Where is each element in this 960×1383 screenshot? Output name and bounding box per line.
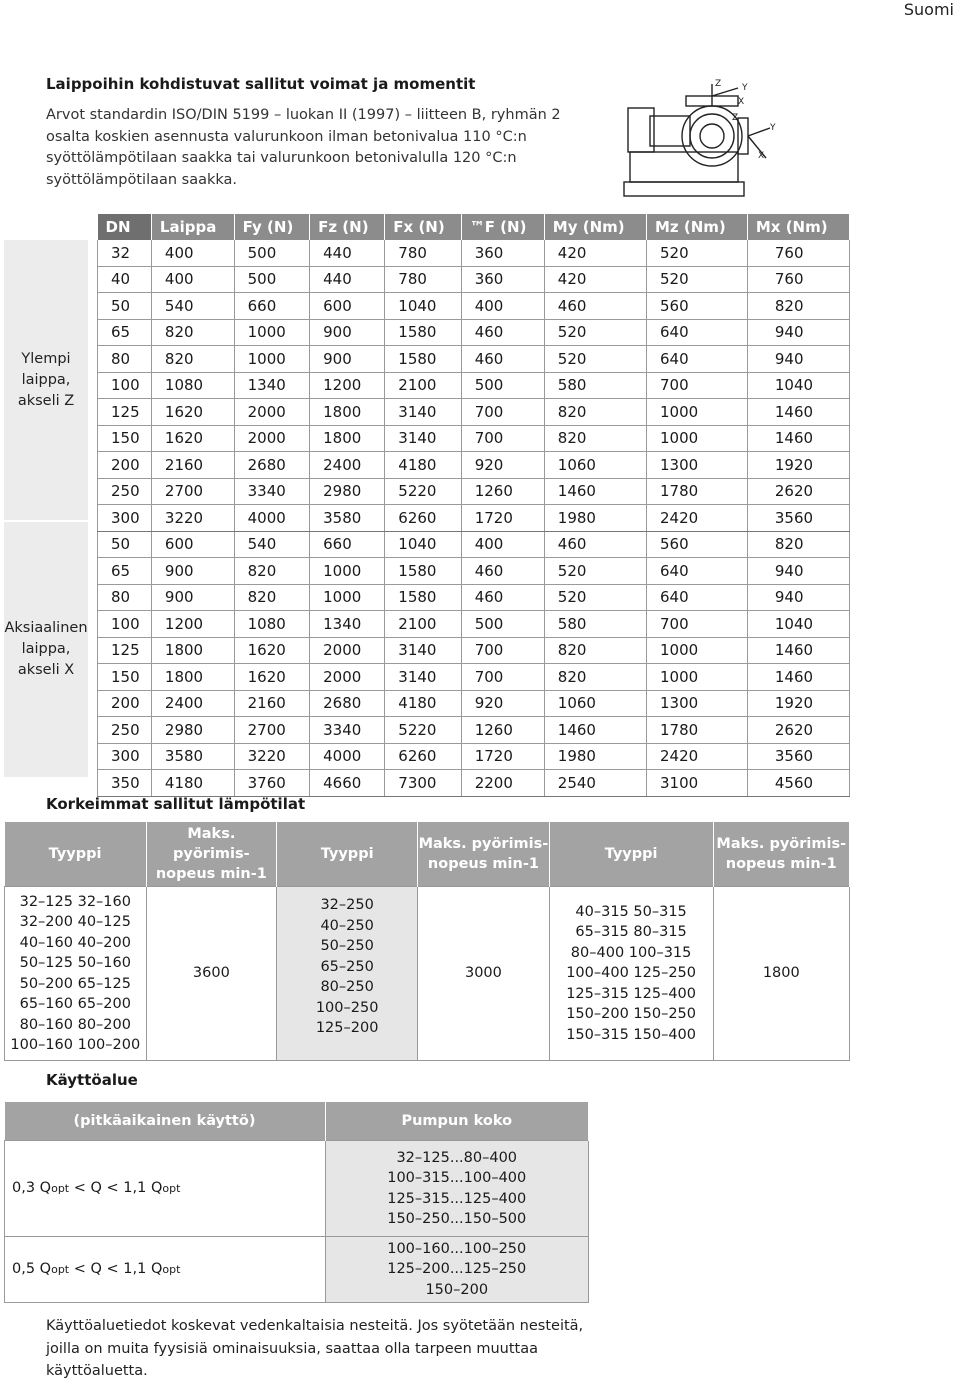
table-cell: 3760	[234, 770, 309, 797]
list-item: 80–160 80–200	[19, 1016, 131, 1033]
table-cell: 660	[310, 531, 385, 558]
table-cell: 1040	[747, 372, 849, 399]
list-item: 80–250	[320, 979, 374, 995]
table-cell: 7300	[385, 770, 461, 797]
forces-title: Laippoihin kohdistuvat sallitut voimat ja momentit	[46, 75, 476, 93]
table-cell: 50	[98, 531, 152, 558]
list-item: 125–315...125–400	[387, 1190, 527, 1207]
table-cell: 3140	[385, 399, 461, 426]
table-cell: 360	[461, 240, 544, 266]
table-cell: 460	[461, 558, 544, 585]
list-item: 40–315 50–315	[575, 903, 687, 920]
list-item: 125–200...125–250	[387, 1261, 527, 1278]
table-cell: 250	[98, 717, 152, 744]
table-cell: 2420	[647, 505, 748, 532]
table-cell: 2540	[544, 770, 646, 797]
table-cell: 2000	[310, 664, 385, 691]
table-cell: 1060	[544, 452, 646, 479]
table-cell: 2680	[310, 690, 385, 717]
col-header: Laippa	[151, 214, 234, 240]
table-row	[98, 240, 850, 266]
list-item: 50–200 65–125	[19, 975, 131, 992]
table-cell: 820	[151, 346, 234, 373]
table-cell: 440	[310, 240, 385, 266]
table-cell: 600	[151, 531, 234, 558]
list-item: 65–250	[320, 958, 374, 975]
table-cell: 2400	[310, 452, 385, 479]
table-cell: 660	[234, 293, 309, 320]
table-cell: 2700	[234, 717, 309, 744]
speed-table	[4, 822, 850, 1061]
col-header: Fx (N)	[385, 214, 461, 240]
table-cell: 2680	[234, 452, 309, 479]
type-list-1	[5, 887, 147, 1061]
table-cell: 3340	[234, 478, 309, 505]
col-header: My (Nm)	[544, 214, 646, 240]
table-cell: 540	[234, 531, 309, 558]
list-item: 40–160 40–200	[19, 934, 131, 951]
table-cell: 1460	[544, 717, 646, 744]
table-cell: 3580	[151, 743, 234, 770]
table-cell: 2980	[310, 478, 385, 505]
table-cell: 820	[544, 399, 646, 426]
table-cell: 2980	[151, 717, 234, 744]
speed-value-3: 1800	[713, 887, 849, 1061]
table-cell: 1460	[747, 425, 849, 452]
table-cell: 3560	[747, 505, 849, 532]
table-cell: 2000	[234, 425, 309, 452]
table-cell: 1040	[385, 293, 461, 320]
table-cell: 780	[385, 240, 461, 266]
group-label-axial-flange: Aksiaalinen laippa, akseli X	[4, 522, 88, 777]
table-cell: 580	[544, 611, 646, 638]
list-item: 100–315...100–400	[387, 1170, 527, 1186]
table-cell: 2700	[151, 478, 234, 505]
col-header-condition: (pitkäaikainen käyttö)	[5, 1102, 326, 1141]
table-cell: 1000	[647, 664, 748, 691]
table-cell: 760	[747, 266, 849, 293]
table-cell: 6260	[385, 743, 461, 770]
table-cell: 2100	[385, 611, 461, 638]
usage-condition: 0,5 Qopt < Q < 1,1 Qopt	[5, 1237, 326, 1303]
table-row	[98, 531, 850, 558]
table-cell: 1340	[310, 611, 385, 638]
table-cell: 640	[647, 319, 748, 346]
table-cell: 820	[151, 319, 234, 346]
svg-text:X: X	[738, 97, 745, 107]
col-header-speed: Maks. pyörimis- nopeus min-1	[146, 822, 276, 887]
svg-text:Y: Y	[770, 123, 776, 133]
table-cell: 200	[98, 690, 152, 717]
table-cell: 580	[544, 372, 646, 399]
usage-sizes	[325, 1237, 589, 1303]
table-cell: 2160	[234, 690, 309, 717]
list-item: 150–315 150–400	[566, 1026, 697, 1043]
table-cell: 300	[98, 743, 152, 770]
speed-value-2: 3000	[418, 887, 549, 1061]
list-item: 100–400 125–250	[566, 965, 697, 982]
table-cell: 820	[544, 637, 646, 664]
table-row	[98, 558, 850, 585]
table-cell: 1000	[647, 425, 748, 452]
table-cell: 4000	[234, 505, 309, 532]
table-cell: 2160	[151, 452, 234, 479]
table-cell: 3340	[310, 717, 385, 744]
table-cell: 1800	[151, 664, 234, 691]
table-cell: 920	[461, 690, 544, 717]
table-cell: 1460	[747, 664, 849, 691]
table-cell: 460	[544, 531, 646, 558]
table-cell: 1080	[151, 372, 234, 399]
table-cell: 780	[385, 266, 461, 293]
table-cell: 520	[647, 266, 748, 293]
table-row	[98, 611, 850, 638]
col-header: ™F (N)	[461, 214, 544, 240]
table-cell: 920	[461, 452, 544, 479]
table-cell: 3560	[747, 743, 849, 770]
table-cell: 5220	[385, 478, 461, 505]
table-cell: 2200	[461, 770, 544, 797]
table-cell: 4560	[747, 770, 849, 797]
table-cell: 4180	[385, 690, 461, 717]
table-cell: 1000	[310, 558, 385, 585]
table-row	[98, 743, 850, 770]
table-cell: 2400	[151, 690, 234, 717]
table-cell: 1800	[310, 425, 385, 452]
table-cell: 1980	[544, 743, 646, 770]
table-cell: 1780	[647, 478, 748, 505]
table-cell: 700	[461, 425, 544, 452]
table-cell: 500	[234, 266, 309, 293]
table-row	[98, 664, 850, 691]
table-cell: 200	[98, 452, 152, 479]
svg-text:Z: Z	[732, 113, 739, 123]
table-cell: 1300	[647, 452, 748, 479]
table-cell: 3580	[310, 505, 385, 532]
table-cell: 2100	[385, 372, 461, 399]
table-cell: 900	[310, 319, 385, 346]
usage-title: Käyttöalue	[46, 1071, 138, 1089]
list-item: 100–160 100–200	[10, 1037, 141, 1053]
usage-condition: 0,3 Qopt < Q < 1,1 Qopt	[5, 1141, 326, 1237]
table-cell: 1620	[234, 664, 309, 691]
table-cell: 1460	[747, 399, 849, 426]
table-cell: 760	[747, 240, 849, 266]
table-cell: 100	[98, 372, 152, 399]
table-cell: 640	[647, 584, 748, 611]
speed-value-1: 3600	[146, 887, 276, 1061]
table-cell: 1460	[747, 637, 849, 664]
list-item: 125–200	[315, 1020, 379, 1036]
table-row	[98, 425, 850, 452]
svg-text:X: X	[758, 151, 765, 161]
col-header: Mz (Nm)	[647, 214, 748, 240]
table-cell: 820	[234, 558, 309, 585]
list-item: 150–250...150–500	[387, 1211, 527, 1227]
table-cell: 500	[461, 611, 544, 638]
table-cell: 420	[544, 266, 646, 293]
table-cell: 1720	[461, 743, 544, 770]
list-item: 32–125...80–400	[396, 1149, 518, 1166]
table-cell: 1060	[544, 690, 646, 717]
table-cell: 2000	[310, 637, 385, 664]
table-cell: 3220	[151, 505, 234, 532]
table-cell: 500	[461, 372, 544, 399]
table-row	[98, 346, 850, 373]
table-row	[98, 293, 850, 320]
table-cell: 1260	[461, 478, 544, 505]
table-cell: 3220	[234, 743, 309, 770]
table-cell: 700	[461, 637, 544, 664]
table-cell: 1720	[461, 505, 544, 532]
language-label: Suomi	[903, 0, 954, 19]
table-cell: 1000	[310, 584, 385, 611]
col-header: Fz (N)	[310, 214, 385, 240]
table-cell: 940	[747, 584, 849, 611]
type-list-3	[549, 887, 713, 1061]
usage-sizes	[325, 1141, 589, 1237]
svg-text:Y: Y	[742, 83, 748, 93]
table-cell: 900	[151, 558, 234, 585]
table-cell: 560	[647, 531, 748, 558]
table-cell: 1460	[544, 478, 646, 505]
col-header-speed: Maks. pyörimis- nopeus min-1	[418, 822, 549, 887]
table-cell: 1000	[234, 319, 309, 346]
list-item: 65–315 80–315	[575, 924, 687, 941]
table-cell: 500	[234, 240, 309, 266]
col-header-pump-size: Pumpun koko	[325, 1102, 589, 1141]
table-cell: 520	[647, 240, 748, 266]
temperatures-title: Korkeimmat sallitut lämpötilat	[46, 795, 306, 813]
list-item: 40–250	[320, 917, 374, 934]
table-cell: 360	[461, 266, 544, 293]
table-cell: 1780	[647, 717, 748, 744]
table-cell: 1580	[385, 584, 461, 611]
table-cell: 1580	[385, 319, 461, 346]
usage-note: Käyttöaluetiedot koskevat vedenkaltaisia nesteitä. Jos syötetään nesteitä, joilla on muita fyysisiä ominaisuuksia, saattaa olla tarpeen muuttaa käyttöaluetta.	[46, 1318, 584, 1379]
forces-table-header	[98, 214, 850, 240]
table-cell: 560	[647, 293, 748, 320]
table-cell: 400	[461, 293, 544, 320]
col-header-type: Tyyppi	[549, 822, 713, 887]
table-cell: 820	[544, 664, 646, 691]
list-item: 50–125 50–160	[19, 955, 131, 971]
table-cell: 1920	[747, 690, 849, 717]
table-cell: 65	[98, 558, 152, 585]
table-cell: 65	[98, 319, 152, 346]
table-cell: 1260	[461, 717, 544, 744]
table-cell: 80	[98, 584, 152, 611]
table-cell: 640	[647, 346, 748, 373]
table-cell: 440	[310, 266, 385, 293]
table-cell: 520	[544, 584, 646, 611]
type-list-2	[277, 887, 418, 1061]
table-cell: 1000	[234, 346, 309, 373]
table-cell: 1800	[151, 637, 234, 664]
svg-text:Z: Z	[715, 79, 722, 89]
table-cell: 1080	[234, 611, 309, 638]
col-header: Mx (Nm)	[747, 214, 849, 240]
table-cell: 1980	[544, 505, 646, 532]
table-cell: 1000	[647, 399, 748, 426]
table-cell: 6260	[385, 505, 461, 532]
list-item: 50–250	[320, 938, 374, 954]
table-cell: 900	[151, 584, 234, 611]
table-cell: 1580	[385, 558, 461, 585]
table-cell: 40	[98, 266, 152, 293]
table-cell: 460	[461, 346, 544, 373]
table-cell: 32	[98, 240, 152, 266]
col-header-speed: Maks. pyörimis- nopeus min-1	[713, 822, 849, 887]
table-row	[98, 266, 850, 293]
table-cell: 150	[98, 664, 152, 691]
table-cell: 700	[461, 399, 544, 426]
table-cell: 400	[461, 531, 544, 558]
table-cell: 1620	[151, 425, 234, 452]
table-row	[98, 399, 850, 426]
table-cell: 1040	[385, 531, 461, 558]
col-header-type: Tyyppi	[277, 822, 418, 887]
table-row	[98, 478, 850, 505]
table-cell: 520	[544, 346, 646, 373]
table-row	[98, 717, 850, 744]
forces-table	[97, 214, 850, 797]
table-cell: 1200	[151, 611, 234, 638]
table-cell: 125	[98, 637, 152, 664]
table-cell: 250	[98, 478, 152, 505]
table-cell: 820	[747, 293, 849, 320]
table-cell: 4180	[385, 452, 461, 479]
table-cell: 520	[544, 558, 646, 585]
table-cell: 3140	[385, 425, 461, 452]
table-cell: 460	[461, 584, 544, 611]
usage-table	[4, 1102, 589, 1303]
table-cell: 1580	[385, 346, 461, 373]
col-header-type: Tyyppi	[5, 822, 147, 887]
table-cell: 3100	[647, 770, 748, 797]
table-row	[98, 452, 850, 479]
table-cell: 1620	[234, 637, 309, 664]
table-cell: 80	[98, 346, 152, 373]
table-cell: 820	[544, 425, 646, 452]
table-cell: 3140	[385, 637, 461, 664]
table-cell: 1920	[747, 452, 849, 479]
table-cell: 900	[310, 346, 385, 373]
col-header: DN	[98, 214, 152, 240]
table-cell: 4180	[151, 770, 234, 797]
table-cell: 420	[544, 240, 646, 266]
forces-intro: Arvot standardin ISO/DIN 5199 – luokan II (1997) – liitteen B, ryhmän 2 osalta koskien asennusta valurunkoon ilman betonivalua 110 °C:n syöttölämpötilaan saakka tai valurunkoon betonivalulla 120 °C:n syöttölämpötilaan saakka.	[46, 107, 561, 188]
table-cell: 2620	[747, 717, 849, 744]
table-row	[98, 690, 850, 717]
list-item: 32–125 32–160	[19, 893, 131, 910]
table-cell: 640	[647, 558, 748, 585]
table-cell: 940	[747, 346, 849, 373]
table-cell: 350	[98, 770, 152, 797]
table-row	[98, 319, 850, 346]
list-item: 150–200	[425, 1281, 489, 1298]
list-item: 80–400 100–315	[570, 944, 692, 961]
table-cell: 100	[98, 611, 152, 638]
list-item: 100–160...100–250	[387, 1240, 527, 1257]
table-cell: 600	[310, 293, 385, 320]
table-cell: 520	[544, 319, 646, 346]
table-cell: 940	[747, 558, 849, 585]
table-cell: 540	[151, 293, 234, 320]
table-cell: 300	[98, 505, 152, 532]
table-cell: 2620	[747, 478, 849, 505]
table-cell: 1800	[310, 399, 385, 426]
table-cell: 50	[98, 293, 152, 320]
table-cell: 2000	[234, 399, 309, 426]
table-cell: 400	[151, 240, 234, 266]
table-cell: 1340	[234, 372, 309, 399]
table-cell: 3140	[385, 664, 461, 691]
table-row	[98, 770, 850, 797]
table-cell: 4660	[310, 770, 385, 797]
table-cell: 1300	[647, 690, 748, 717]
list-item: 100–250	[315, 999, 379, 1016]
table-cell: 4000	[310, 743, 385, 770]
list-item: 125–315 125–400	[566, 985, 697, 1002]
table-cell: 150	[98, 425, 152, 452]
table-cell: 460	[544, 293, 646, 320]
table-row	[98, 505, 850, 532]
table-cell: 820	[234, 584, 309, 611]
table-cell: 2420	[647, 743, 748, 770]
table-cell: 1620	[151, 399, 234, 426]
table-row	[98, 637, 850, 664]
table-cell: 1200	[310, 372, 385, 399]
list-item: 32–200 40–125	[19, 914, 131, 930]
table-cell: 700	[461, 664, 544, 691]
table-cell: 5220	[385, 717, 461, 744]
table-cell: 820	[747, 531, 849, 558]
col-header: Fy (N)	[234, 214, 309, 240]
table-row	[98, 584, 850, 611]
table-cell: 700	[647, 372, 748, 399]
table-cell: 460	[461, 319, 544, 346]
group-label-upper-flange: Ylempi laippa, akseli Z	[4, 240, 88, 520]
table-cell: 1000	[647, 637, 748, 664]
list-item: 150–200 150–250	[566, 1006, 697, 1023]
table-cell: 1040	[747, 611, 849, 638]
list-item: 32–250	[320, 897, 374, 913]
list-item: 65–160 65–200	[19, 996, 131, 1012]
table-cell: 125	[98, 399, 152, 426]
table-cell: 940	[747, 319, 849, 346]
table-row	[98, 372, 850, 399]
pump-axes-figure	[620, 78, 780, 208]
table-cell: 400	[151, 266, 234, 293]
table-cell: 700	[647, 611, 748, 638]
